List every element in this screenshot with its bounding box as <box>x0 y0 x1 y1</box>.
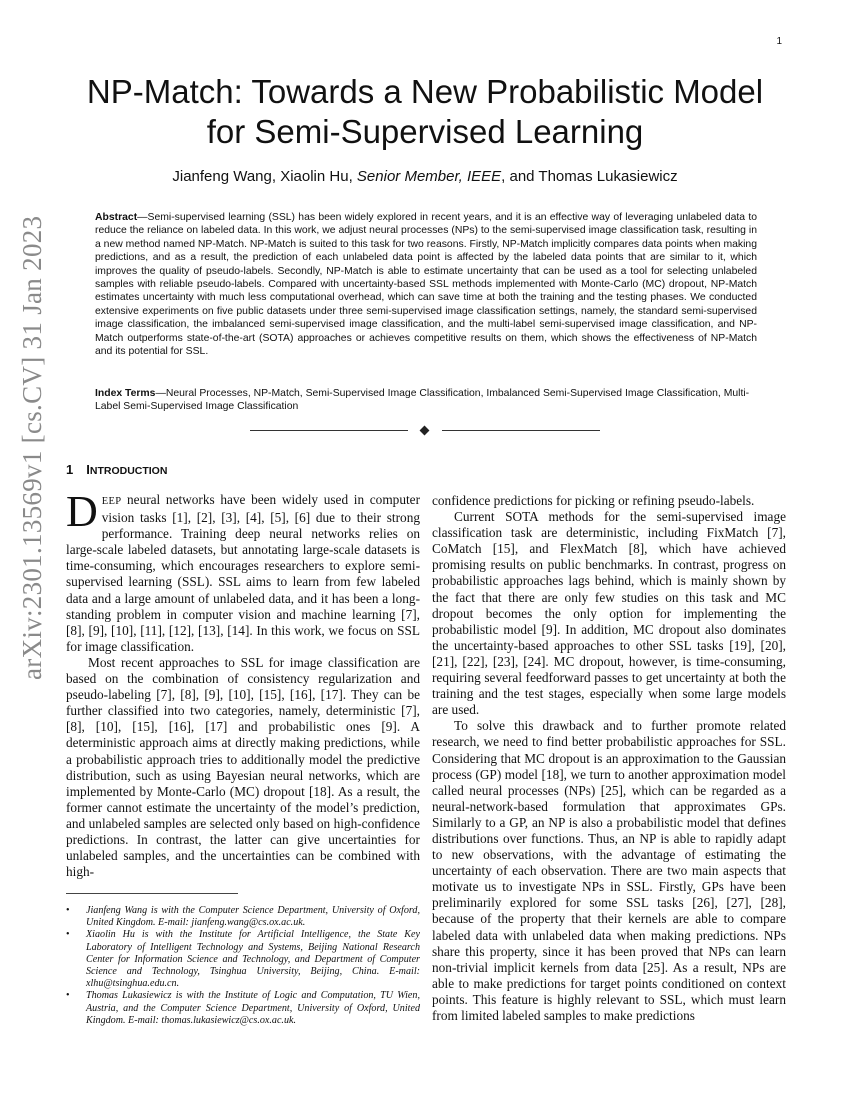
authors-names: Jianfeng Wang, Xiaolin Hu, <box>172 168 357 185</box>
body-column-left <box>66 487 420 880</box>
title-line: for Semi-Supervised Learning <box>206 113 644 150</box>
footnote-text: Jianfeng Wang is with the Computer Science Department, University of Oxford, United Kingdom. E-mail: jianfeng.wang@cs.ox.ac.uk. <box>86 905 420 929</box>
footnote-item <box>66 929 420 990</box>
paragraph: Most recent approaches to SSL for image classification are based on the combination of consistency regularization and pseudo-labeling [7], [8], [9], [10], [15], [16], [17]. They can be further classified into two categories, namely, deterministic [7], [8], [10], [15], [16], [17] and probabilistic ones [9]. A deterministic approach aims at directly making predictions, while a probabilistic approach tries to additionally model the predictive distribution, such as using Bayesian neural networks, which are implemented by Monte-Carlo (MC) dropout [18]. As a result, the former cannot estimate the uncertainty of the model’s prediction, and unlabeled samples are selected only based on high-confidence predictions. In contrast, the latter can give uncertainties for unlabeled samples, and the uncertainties can be combined with high- <box>66 654 420 880</box>
section-title-initial: I <box>86 462 90 477</box>
paragraph: To solve this drawback and to further promote related research, we need to find better probabilistic approaches for SSL. Considering that MC dropout is an approximation to the Gaussian process (GP) model [18], we turn to another approximation model called neural processes (NPs) [25], which can be regarded as a neural-network-based formulation that approximates GPs. Similarly to a GP, an NP is also a probabilistic model that defines distributions over functions. Thus, an NP is able to rapidly adapt to new observations, with the advantage of estimating the uncertainty of each observation. There are two main aspects that motivate us to investigate NPs in SSL. Firstly, GPs have been preliminarily explored for some SSL tasks [26], [27], [28], because of the property that their kernels are able to compare labeled data with unlabeled data when making predictions. NPs share this property, since it has been proved that NPs can learn non-trivial implicit kernels from data [25]. As a result, NPs are able to make predictions for target points conditioned on context points. This feature is highly relevant to SSL, which must learn from limited labeled samples to make predictions <box>432 718 786 1023</box>
divider-line-left <box>250 430 408 431</box>
bullet-icon: • <box>66 990 70 1002</box>
author-footnotes <box>66 905 420 1027</box>
drop-cap: D <box>66 487 98 536</box>
section-divider <box>250 427 600 435</box>
paragraph-text: neural networks have been widely used in computer vision tasks [1], [2], [3], [4], [5], [6] due to their strong performance. Training deep neural networks relies on large-scale labeled datasets, but annotating large-scale datasets is time-consuming, which encourages researchers to explore semi-supervised learning (SSL). SSL aims to learn from few labeled data and a large amount of unlabeled data, and it has been a long-standing problem in computer vision and machine learning [7], [8], [9], [10], [11], [12], [13], [14]. In this work, we focus on SSL for image classification. <box>66 492 420 654</box>
index-terms <box>95 387 757 414</box>
page-number: 1 <box>776 36 782 47</box>
footnote-text: Xiaolin Hu is with the Institute for Artificial Intelligence, the State Key Laboratory of Intelligent Technology and Systems, Beijing National Research Center for Information Science and Technology, and Department of Computer Science and Technology, Tsinghua University, Beijing, China. E-mail: xlhu@tsinghua.edu.cn. <box>86 929 420 990</box>
diamond-icon <box>420 426 430 436</box>
author-role: Senior Member, IEEE <box>356 168 502 185</box>
abstract-text: —Semi-supervised learning (SSL) has been widely explored in recent years, and it is an effective way of leveraging unlabeled data to reduce the reliance on labeled data. In this work, we adjust neural processes (NPs) to the semi-supervised image classification task, resulting in a new method named NP-Match. NP-Match is suited to this task for two reasons. Firstly, NP-Match implicitly compares data points when making predictions, and as a result, the prediction of each unlabeled data point is affected by the labeled data points that are similar to it, which improves the quality of pseudo-labels. Secondly, NP-Match is able to estimate uncertainty that can be used as a tool for selecting unlabeled samples with reliable pseudo-labels. Compared with uncertainty-based SSL methods implemented with Monte-Carlo (MC) dropout, NP-Match estimates uncertainty with much less computational overhead, which can save time at both the training and the testing phases. We conducted extensive experiments on five public datasets under three semi-supervised image classification settings, namely, the standard semi-supervised image classification, the imbalanced semi-supervised image classification, and the multi-label semi-supervised image classification, and NP-Match outperforms state-of-the-art (SOTA) approaches or achieves competitive results on them, which shows the effectiveness of NP-Match and its potential for SSL. <box>95 212 757 358</box>
footnote-text: Thomas Lukasiewicz is with the Institute of Logic and Computation, TU Wien, Austria, and the Computer Science Department, University of Oxford, United Kingdom. E-mail: thomas.lukasiewicz@cs.ox.ac.uk. <box>86 990 420 1026</box>
bullet-icon: • <box>66 905 70 916</box>
section-number: 1 <box>66 462 74 477</box>
lead-small-caps: EEP <box>101 496 122 507</box>
footnote-rule <box>66 893 238 894</box>
abstract <box>95 211 757 358</box>
title-line: NP-Match: Towards a New Probabilistic Model <box>86 73 764 110</box>
index-terms-text: —Neural Processes, NP-Match, Semi-Supervised Image Classification, Imbalanced Semi-Supervised Image Classification, Multi-Label Semi-Supervised Image Classification <box>95 388 750 413</box>
bullet-icon: • <box>66 929 70 941</box>
paper-title <box>60 72 790 152</box>
section-heading-introduction <box>66 462 167 477</box>
authors-names-tail: , and Thomas Lukasiewicz <box>501 168 678 185</box>
author-list <box>60 168 790 185</box>
paragraph: Current SOTA methods for the semi-supervised image classification task are deterministic, including FixMatch [7], CoMatch [15], and FlexMatch [8], which have achieved promising results on public benchmarks. In contrast, progress on probabilistic approaches lags behind, which is mainly shown by the fact that there are only few studies on this task and MC dropout becomes the only option for implementing the probabilistic model [9]. In addition, MC dropout also dominates the uncertainty-based approaches to other SSL tasks [19], [20], [21], [22], [23], [24]. MC dropout, however, is time-consuming, requiring several feedforward passes to get uncertainty at both the training and the test stages, especially when some large models are used. <box>432 509 786 718</box>
abstract-label: Abstract <box>95 212 138 223</box>
arxiv-identifier-stamp: arXiv:2301.13569v1 [cs.CV] 31 Jan 2023 <box>17 215 47 680</box>
index-terms-label: Index Terms <box>95 388 156 399</box>
paragraph <box>66 487 420 655</box>
divider-line-right <box>442 430 600 431</box>
body-column-right <box>432 493 786 1024</box>
paragraph-continuation: confidence predictions for picking or refining pseudo-labels. <box>432 493 755 508</box>
footnote-item <box>66 905 420 929</box>
section-title-rest: NTRODUCTION <box>89 465 168 477</box>
footnote-item <box>66 990 420 1027</box>
